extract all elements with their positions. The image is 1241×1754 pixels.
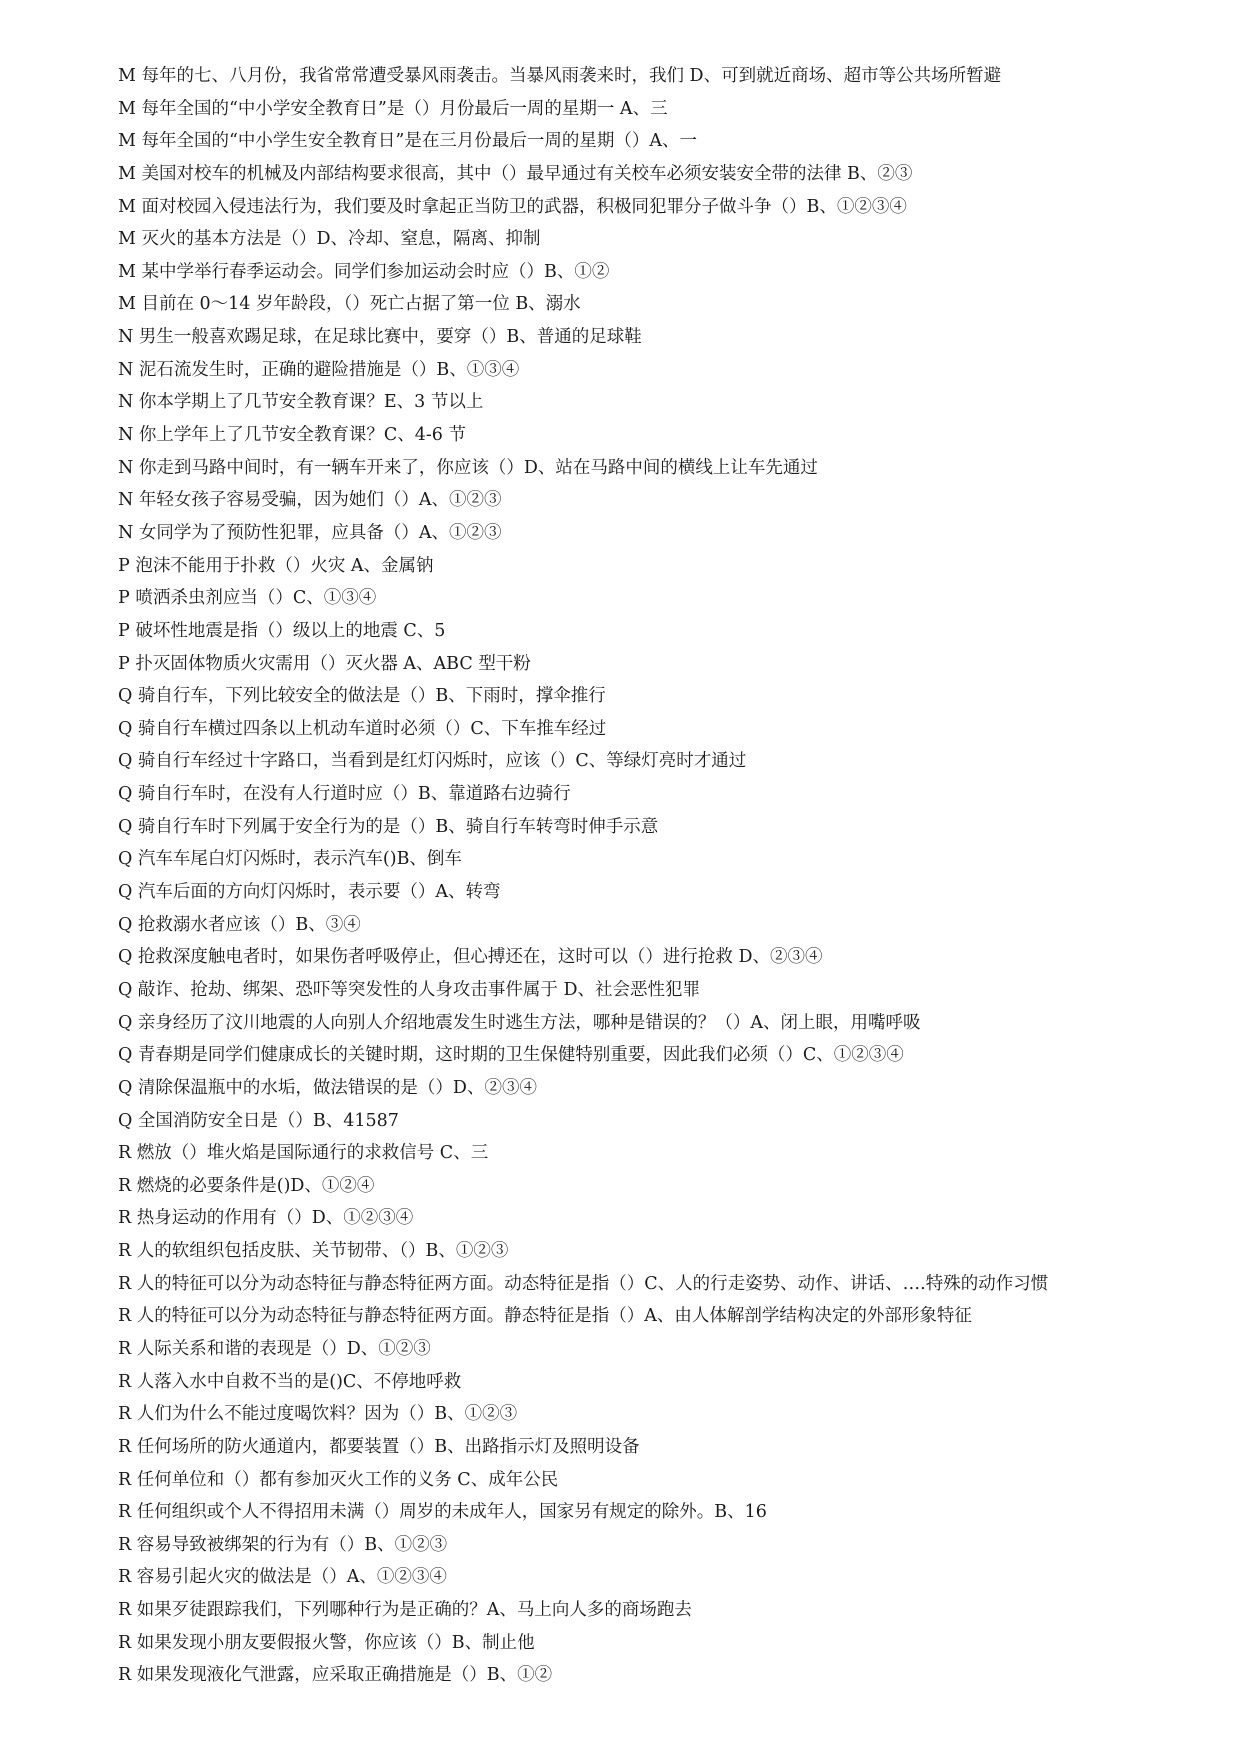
text-line: R 人的特征可以分为动态特征与静态特征两方面。静态特征是指（）A、由人体解剖学结构决定的外部形象特征 <box>118 1306 972 1327</box>
text-line: N 你走到马路中间时，有一辆车开来了，你应该（）D、站在马路中间的横线上让车先通过 <box>118 457 818 478</box>
text-line: R 燃放（）堆火焰是国际通行的求救信号 C、三 <box>118 1143 489 1164</box>
text-line: P 喷洒杀虫剂应当（）C、①③④ <box>118 588 377 609</box>
text-line: N 泥石流发生时，正确的避险措施是（）B、①③④ <box>118 359 520 380</box>
text-line: R 任何组织或个人不得招用未满（）周岁的未成年人，国家另有规定的除外。B、16 <box>118 1502 767 1523</box>
text-line: R 人的特征可以分为动态特征与静态特征两方面。动态特征是指（）C、人的行走姿势、动作、讲话、….特殊的动作习惯 <box>118 1273 1049 1294</box>
text-line: N 你本学期上了几节安全教育课？E、3 节以上 <box>118 392 484 413</box>
text-line: M 灭火的基本方法是（）D、冷却、窒息，隔离、抑制 <box>118 229 541 250</box>
text-line: Q 清除保温瓶中的水垢，做法错误的是（）D、②③④ <box>118 1077 537 1098</box>
text-line: Q 骑自行车横过四条以上机动车道时必须（）C、下车推车经过 <box>118 718 607 739</box>
text-line: P 扑灭固体物质火灾需用（）灭火器 A、ABC 型干粉 <box>118 653 531 674</box>
text-line: R 任何场所的防火通道内，都要装置（）B、出路指示灯及照明设备 <box>118 1436 640 1457</box>
text-line: Q 骑自行车经过十字路口，当看到是红灯闪烁时，应该（）C、等绿灯亮时才通过 <box>118 751 747 772</box>
text-line: P 破坏性地震是指（）级以上的地震 C、5 <box>118 620 446 641</box>
text-line: Q 青春期是同学们健康成长的关键时期，这时期的卫生保健特别重要，因此我们必须（）C、①②③④ <box>118 1045 904 1066</box>
text-line: Q 汽车后面的方向灯闪烁时，表示要（）A、转弯 <box>118 882 501 903</box>
text-line: R 任何单位和（）都有参加灭火工作的义务 C、成年公民 <box>118 1469 559 1490</box>
text-line: M 面对校园入侵违法行为，我们要及时拿起正当防卫的武器，积极同犯罪分子做斗争（）B、①②③④ <box>118 196 907 217</box>
text-line: Q 骑自行车，下列比较安全的做法是（）B、下雨时，撑伞推行 <box>118 686 606 707</box>
text-line: R 如果发现液化气泄露，应采取正确措施是（）B、①② <box>118 1665 553 1686</box>
text-line: Q 全国消防安全日是（）B、41587 <box>118 1110 399 1131</box>
text-line: R 如果发现小朋友要假报火警，你应该（）B、制止他 <box>118 1632 535 1653</box>
text-line: M 某中学举行春季运动会。同学们参加运动会时应（）B、①② <box>118 261 610 282</box>
text-line: R 人的软组织包括皮肤、关节韧带、（）B、①②③ <box>118 1241 509 1262</box>
text-line: Q 汽车车尾白灯闪烁时，表示汽车()B、倒车 <box>118 849 462 870</box>
text-line: Q 抢救溺水者应该（）B、③④ <box>118 914 361 935</box>
text-line: Q 骑自行车时下列属于安全行为的是（）B、骑自行车转弯时伸手示意 <box>118 816 659 837</box>
text-line: Q 亲身经历了汶川地震的人向别人介绍地震发生时逃生方法，哪种是错误的？（）A、闭上眼，用嘴呼吸 <box>118 1012 921 1033</box>
text-line: R 人们为什么不能过度喝饮料？因为（）B、①②③ <box>118 1404 518 1425</box>
text-line: M 每年的七、八月份，我省常常遭受暴风雨袭击。当暴风雨袭来时，我们 D、可到就近商场、超市等公共场所暂避 <box>118 66 1002 86</box>
text-line: Q 抢救深度触电者时，如果伤者呼吸停止，但心搏还在，这时可以（）进行抢救 D、②③④ <box>118 947 823 968</box>
text-line: Q 敲诈、抢劫、绑架、恐吓等突发性的人身攻击事件属于 D、社会恶性犯罪 <box>118 979 701 1000</box>
text-line: N 你上学年上了几节安全教育课？C、4-6 节 <box>118 425 467 446</box>
text-line: M 美国对校车的机械及内部结构要求很高，其中（）最早通过有关校车必须安装安全带的法律 B、②③ <box>118 163 913 184</box>
text-line: R 人落入水中自救不当的是()C、不停地呼救 <box>118 1371 462 1392</box>
text-line: R 容易引起火灾的做法是（）A、①②③④ <box>118 1567 447 1588</box>
text-line: Q 骑自行车时，在没有人行道时应（）B、靠道路右边骑行 <box>118 784 571 805</box>
text-line: R 如果歹徒跟踪我们，下列哪种行为是正确的？A、马上向人多的商场跑去 <box>118 1600 692 1621</box>
text-line: R 燃烧的必要条件是()D、①②④ <box>118 1175 375 1196</box>
document-body <box>118 60 1228 1692</box>
text-line: M 目前在 0～14 岁年龄段，（）死亡占据了第一位 B、溺水 <box>118 294 581 315</box>
text-line: N 女同学为了预防性犯罪，应具备（）A、①②③ <box>118 522 502 543</box>
text-line: N 年轻女孩子容易受骗，因为她们（）A、①②③ <box>118 490 502 511</box>
text-line: P 泡沫不能用于扑救（）火灾 A、金属钠 <box>118 555 434 576</box>
text-line: N 男生一般喜欢踢足球，在足球比赛中，要穿（）B、普通的足球鞋 <box>118 327 642 348</box>
text-line: R 人际关系和谐的表现是（）D、①②③ <box>118 1338 431 1359</box>
text-line: M 每年全国的“中小学安全教育日”是（）月份最后一周的星期一 A、三 <box>118 98 668 119</box>
text-line: M 每年全国的“中小学生安全教育日”是在三月份最后一周的星期（）A、一 <box>118 131 698 152</box>
text-line: R 热身运动的作用有（）D、①②③④ <box>118 1208 414 1229</box>
text-line: R 容易导致被绑架的行为有（）B、①②③ <box>118 1534 448 1555</box>
